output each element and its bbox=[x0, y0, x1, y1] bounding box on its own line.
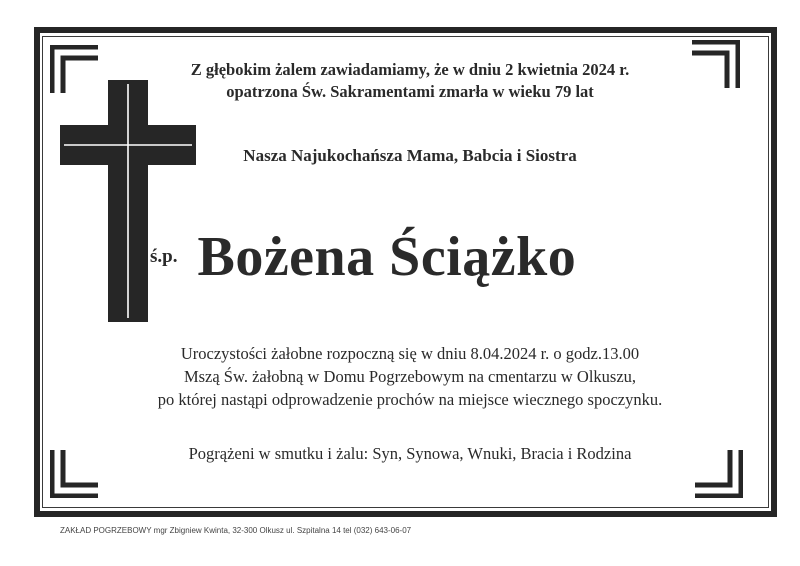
ceremony-line-1: Uroczystości żałobne rozpoczną się w dniu 8.04.2024 r. o godz.13.00 bbox=[180, 344, 640, 363]
deceased-name: Bożena Ściążko bbox=[197, 226, 577, 288]
deceased-prefix: ś.p. bbox=[150, 246, 178, 267]
funeral-home-footer: ZAKŁAD POGRZEBOWY mgr Zbigniew Kwinta, 32-300 Olkusz ul. Szpitalna 14 tel (032) 643-06-07 bbox=[60, 526, 412, 535]
announcement-line-2: opatrzona Św. Sakramentami zmarła w wieku 79 lat bbox=[226, 82, 594, 101]
corner-ornament-icon bbox=[693, 448, 743, 498]
deceased-name-row bbox=[150, 225, 710, 289]
announcement-line-1: Z głębokim żalem zawiadamiamy, że w dniu 2 kwietnia 2024 r. bbox=[190, 60, 630, 79]
corner-ornament-icon bbox=[50, 448, 100, 498]
corner-ornament-icon bbox=[690, 40, 740, 90]
ceremony-line-3: po której nastąpi odprowadzenie prochów na miejsce wiecznego spoczynku. bbox=[157, 390, 663, 409]
mourners-line: Pogrążeni w smutku i żalu: Syn, Synowa, Wnuki, Bracia i Rodzina bbox=[188, 444, 632, 463]
ceremony-line-2: Mszą Św. żałobną w Domu Pogrzebowym na cmentarzu w Olkuszu, bbox=[183, 367, 637, 386]
relationship-subtitle: Nasza Najukochańsza Mama, Babcia i Siostra bbox=[243, 146, 577, 165]
